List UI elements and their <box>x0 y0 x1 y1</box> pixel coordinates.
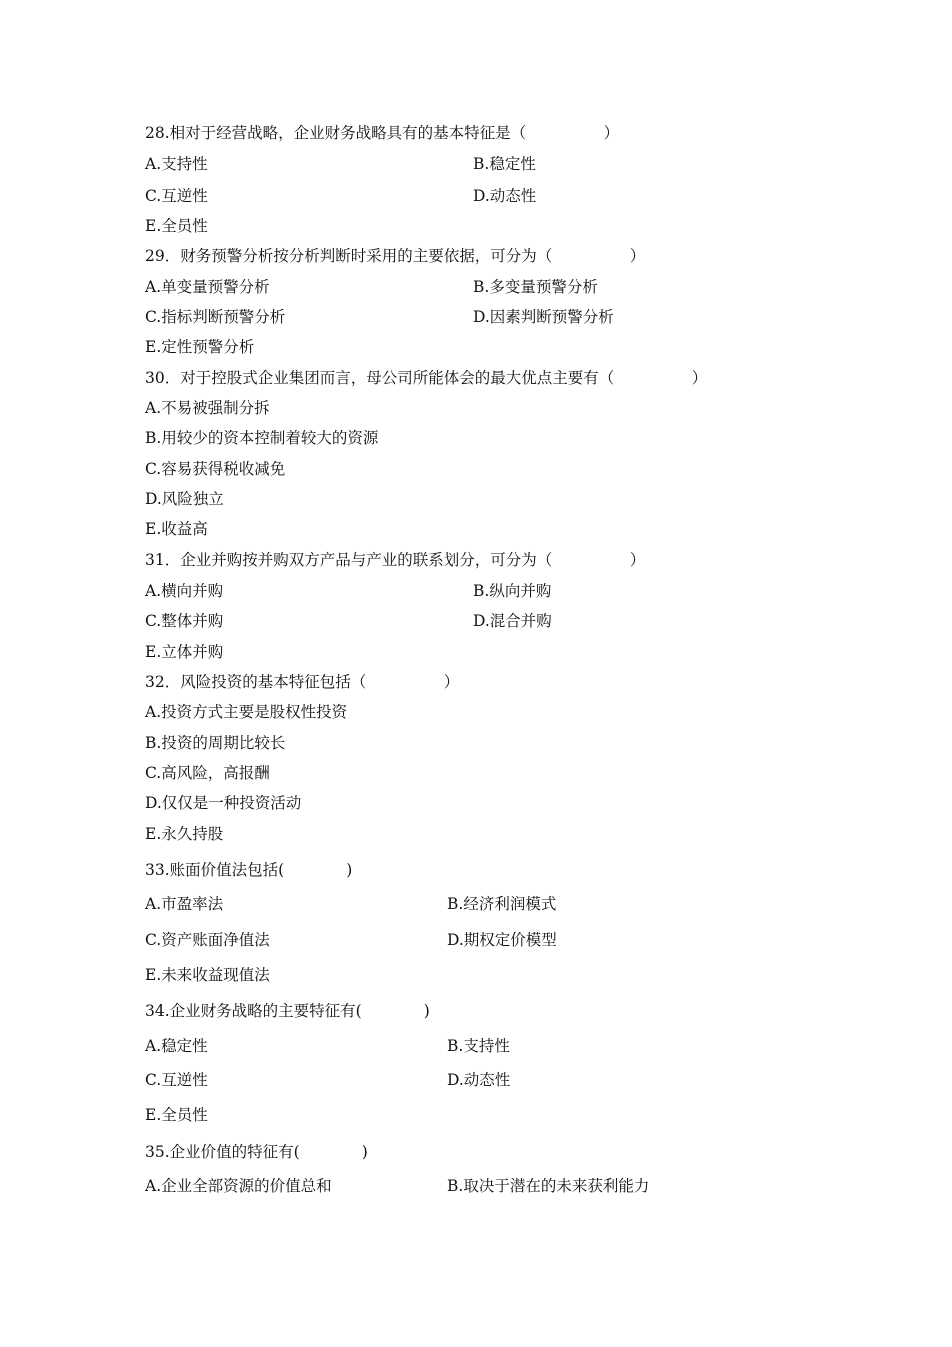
q34-option-b: B.支持性 <box>447 1037 510 1055</box>
q29-option-b: B.多变量预警分析 <box>473 278 598 296</box>
q32-option-e: E.永久持股 <box>145 825 224 843</box>
q32-option-d: D.仅仅是一种投资活动 <box>145 794 302 812</box>
q31-option-a: A.横向并购 <box>145 582 224 600</box>
q30-stem: 30．对于控股式企业集团而言，母公司所能体会的最大优点主要有（ ） <box>145 369 708 387</box>
q34-option-c: C.互逆性 <box>145 1071 208 1089</box>
q33-option-c: C.资产账面净值法 <box>145 931 270 949</box>
q34-option-e: E.全员性 <box>145 1106 208 1124</box>
q28-option-a: A.支持性 <box>145 155 208 173</box>
q28-option-d: D.动态性 <box>473 187 537 205</box>
q30-option-b: B.用较少的资本控制着较大的资源 <box>145 429 379 447</box>
q32-stem: 32．风险投资的基本特征包括（ ） <box>145 673 460 691</box>
q33-option-d: D.期权定价模型 <box>447 931 557 949</box>
q28-option-b: B.稳定性 <box>473 155 536 173</box>
q28-stem: 28.相对于经营战略，企业财务战略具有的基本特征是（ ） <box>145 124 620 142</box>
q34-option-d: D.动态性 <box>447 1071 511 1089</box>
q31-option-c: C.整体并购 <box>145 612 224 630</box>
q34-stem: 34.企业财务战略的主要特征有( ) <box>145 1002 430 1020</box>
q29-option-d: D.因素判断预警分析 <box>473 308 614 326</box>
q30-option-a: A.不易被强制分拆 <box>145 399 270 417</box>
q29-option-a: A.单变量预警分析 <box>145 278 270 296</box>
q28-option-c: C.互逆性 <box>145 187 208 205</box>
q35-option-b: B.取决于潜在的未来获利能力 <box>447 1177 650 1195</box>
q33-option-e: E.未来收益现值法 <box>145 966 270 984</box>
q32-option-a: A.投资方式主要是股权性投资 <box>145 703 348 721</box>
q28-option-e: E.全员性 <box>145 217 208 235</box>
q30-option-d: D.风险独立 <box>145 490 224 508</box>
q29-stem: 29．财务预警分析按分析判断时采用的主要依据，可分为（ ） <box>145 247 646 265</box>
q35-stem: 35.企业价值的特征有( ) <box>145 1143 368 1161</box>
q29-option-c: C.指标判断预警分析 <box>145 308 286 326</box>
q30-option-c: C.容易获得税收减免 <box>145 460 286 478</box>
q29-option-e: E.定性预警分析 <box>145 338 255 356</box>
q31-option-e: E.立体并购 <box>145 643 224 661</box>
q33-stem: 33.账面价值法包括( ) <box>145 861 353 879</box>
q34-option-a: A.稳定性 <box>145 1037 208 1055</box>
q31-option-b: B.纵向并购 <box>473 582 552 600</box>
q33-option-a: A.市盈率法 <box>145 895 224 913</box>
q33-option-b: B.经济利润模式 <box>447 895 557 913</box>
q31-option-d: D.混合并购 <box>473 612 552 630</box>
q30-option-e: E.收益高 <box>145 520 208 538</box>
q31-stem: 31．企业并购按并购双方产品与产业的联系划分，可分为（ ） <box>145 551 646 569</box>
q32-option-b: B.投资的周期比较长 <box>145 734 286 752</box>
q32-option-c: C.高风险，高报酬 <box>145 764 270 782</box>
q35-option-a: A.企业全部资源的价值总和 <box>145 1177 332 1195</box>
